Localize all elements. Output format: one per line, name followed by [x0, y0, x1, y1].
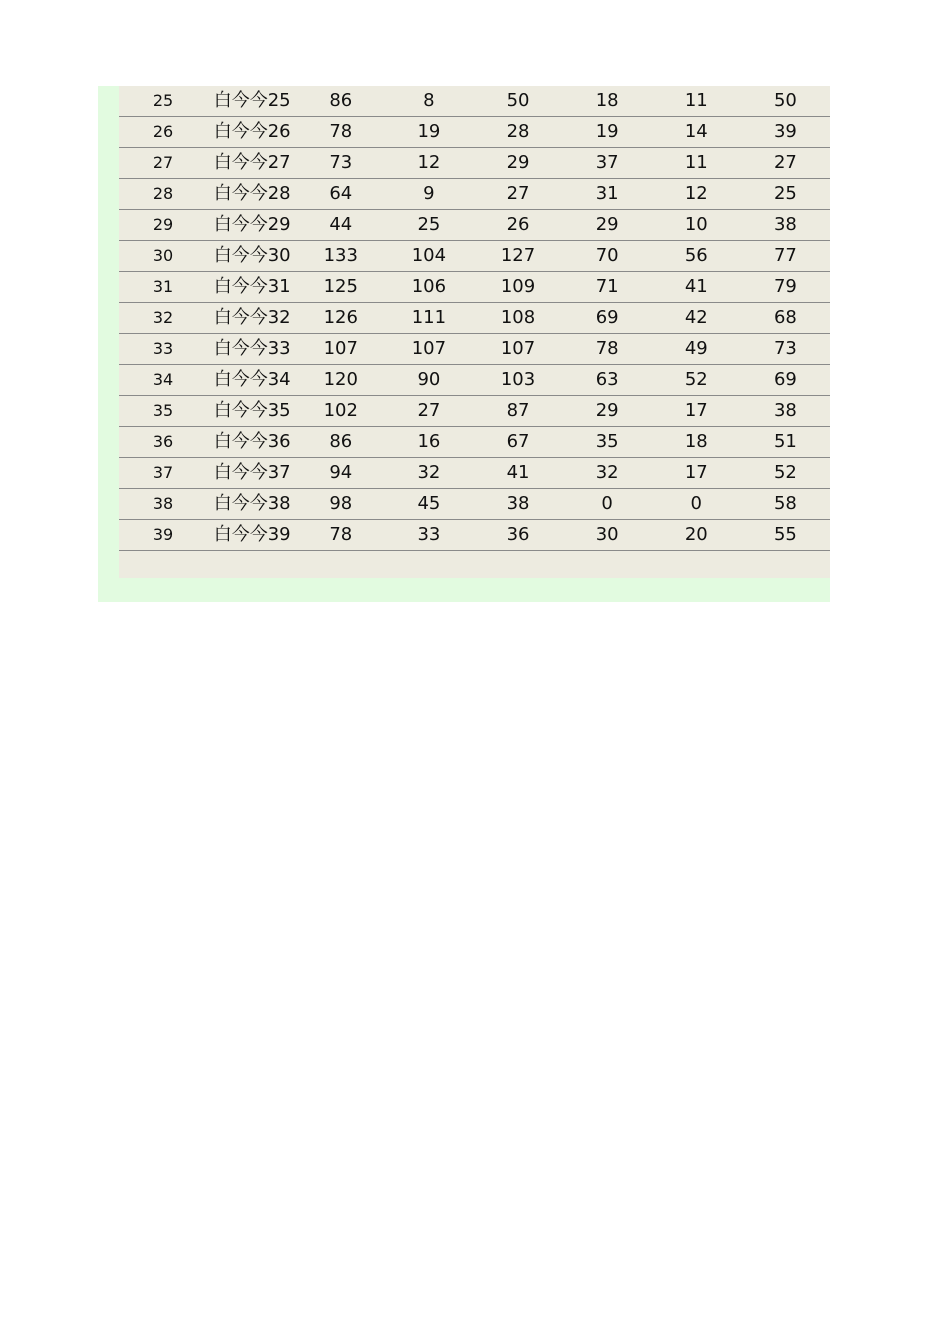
cell-no: 30 [119, 241, 207, 272]
cell-v4: 29 [563, 396, 652, 427]
sheet-frame [98, 86, 830, 602]
cell-v2: 33 [384, 520, 473, 551]
cell-v5: 11 [652, 86, 741, 117]
cell-v2: 8 [384, 86, 473, 117]
table-row [119, 210, 830, 241]
table-row [119, 396, 830, 427]
cell-v4: 30 [563, 520, 652, 551]
cell-v5: 12 [652, 179, 741, 210]
table-row [119, 520, 830, 551]
cell-v2: 19 [384, 117, 473, 148]
cell-v5: 52 [652, 365, 741, 396]
cell-no: 29 [119, 210, 207, 241]
cell-v6: 68 [741, 303, 830, 334]
table-area [119, 86, 830, 578]
cell-v1: 44 [297, 210, 384, 241]
cell-v5: 17 [652, 396, 741, 427]
cell-name: 白今今26 [207, 117, 297, 148]
cell-v5: 14 [652, 117, 741, 148]
cell-v2: 111 [384, 303, 473, 334]
cell-v1: 73 [297, 148, 384, 179]
cell-no: 33 [119, 334, 207, 365]
cell-v2: 107 [384, 334, 473, 365]
cell-v2: 16 [384, 427, 473, 458]
cell-v3: 26 [473, 210, 562, 241]
cell-no: 36 [119, 427, 207, 458]
cell-name: 白今今38 [207, 489, 297, 520]
cell-v1: 86 [297, 427, 384, 458]
cell-v3: 127 [473, 241, 562, 272]
cell-v4: 37 [563, 148, 652, 179]
cell-v5: 18 [652, 427, 741, 458]
cell-v4: 18 [563, 86, 652, 117]
cell-v1: 64 [297, 179, 384, 210]
cell-v6: 25 [741, 179, 830, 210]
cell-v5: 41 [652, 272, 741, 303]
cell-v1: 120 [297, 365, 384, 396]
cell-v1: 102 [297, 396, 384, 427]
cell-v2: 27 [384, 396, 473, 427]
cell-no: 27 [119, 148, 207, 179]
table-row [119, 179, 830, 210]
cell-v1: 125 [297, 272, 384, 303]
cell-v6: 69 [741, 365, 830, 396]
cell-name: 白今今33 [207, 334, 297, 365]
cell-name: 白今今25 [207, 86, 297, 117]
cell-v2: 12 [384, 148, 473, 179]
table-row [119, 148, 830, 179]
cell-no: 38 [119, 489, 207, 520]
cell-v2: 106 [384, 272, 473, 303]
cell-v5: 11 [652, 148, 741, 179]
cell-v1: 78 [297, 520, 384, 551]
table-row [119, 427, 830, 458]
cell-v4: 35 [563, 427, 652, 458]
cell-v6: 50 [741, 86, 830, 117]
table-row [119, 489, 830, 520]
table-body [119, 86, 830, 551]
cell-name: 白今今29 [207, 210, 297, 241]
cell-v2: 32 [384, 458, 473, 489]
cell-name: 白今今27 [207, 148, 297, 179]
cell-v4: 0 [563, 489, 652, 520]
cell-v4: 70 [563, 241, 652, 272]
cell-v6: 58 [741, 489, 830, 520]
cell-v4: 19 [563, 117, 652, 148]
cell-name: 白今今37 [207, 458, 297, 489]
data-table [119, 86, 830, 551]
cell-v3: 109 [473, 272, 562, 303]
cell-no: 28 [119, 179, 207, 210]
cell-v4: 63 [563, 365, 652, 396]
cell-name: 白今今30 [207, 241, 297, 272]
cell-name: 白今今34 [207, 365, 297, 396]
cell-v4: 32 [563, 458, 652, 489]
cell-v1: 133 [297, 241, 384, 272]
cell-v3: 103 [473, 365, 562, 396]
cell-v3: 38 [473, 489, 562, 520]
table-row [119, 303, 830, 334]
cell-no: 32 [119, 303, 207, 334]
cell-no: 31 [119, 272, 207, 303]
cell-v6: 38 [741, 396, 830, 427]
cell-no: 39 [119, 520, 207, 551]
cell-v3: 50 [473, 86, 562, 117]
cell-no: 25 [119, 86, 207, 117]
table-row [119, 365, 830, 396]
cell-no: 26 [119, 117, 207, 148]
cell-no: 35 [119, 396, 207, 427]
cell-v6: 27 [741, 148, 830, 179]
cell-no: 34 [119, 365, 207, 396]
cell-v5: 49 [652, 334, 741, 365]
cell-v5: 0 [652, 489, 741, 520]
cell-v6: 39 [741, 117, 830, 148]
cell-v3: 41 [473, 458, 562, 489]
cell-v3: 29 [473, 148, 562, 179]
cell-v2: 45 [384, 489, 473, 520]
cell-v6: 38 [741, 210, 830, 241]
table-row [119, 117, 830, 148]
cell-v5: 10 [652, 210, 741, 241]
cell-v2: 104 [384, 241, 473, 272]
cell-v4: 78 [563, 334, 652, 365]
cell-v4: 69 [563, 303, 652, 334]
cell-v1: 126 [297, 303, 384, 334]
cell-v3: 28 [473, 117, 562, 148]
table-row [119, 241, 830, 272]
cell-v2: 9 [384, 179, 473, 210]
cell-v2: 90 [384, 365, 473, 396]
cell-name: 白今今28 [207, 179, 297, 210]
cell-v1: 78 [297, 117, 384, 148]
cell-v1: 86 [297, 86, 384, 117]
cell-v4: 31 [563, 179, 652, 210]
table-row [119, 334, 830, 365]
cell-v1: 107 [297, 334, 384, 365]
cell-no: 37 [119, 458, 207, 489]
cell-v3: 107 [473, 334, 562, 365]
table-row [119, 458, 830, 489]
table-row [119, 86, 830, 117]
cell-v4: 29 [563, 210, 652, 241]
table-row [119, 272, 830, 303]
cell-name: 白今今35 [207, 396, 297, 427]
cell-v4: 71 [563, 272, 652, 303]
cell-v3: 67 [473, 427, 562, 458]
cell-v6: 55 [741, 520, 830, 551]
cell-v5: 20 [652, 520, 741, 551]
cell-name: 白今今39 [207, 520, 297, 551]
cell-v6: 79 [741, 272, 830, 303]
cell-v5: 42 [652, 303, 741, 334]
cell-name: 白今今31 [207, 272, 297, 303]
cell-v6: 73 [741, 334, 830, 365]
cell-name: 白今今32 [207, 303, 297, 334]
cell-v5: 56 [652, 241, 741, 272]
cell-v3: 108 [473, 303, 562, 334]
cell-v1: 98 [297, 489, 384, 520]
cell-v3: 87 [473, 396, 562, 427]
cell-v3: 27 [473, 179, 562, 210]
cell-v6: 77 [741, 241, 830, 272]
cell-v6: 52 [741, 458, 830, 489]
cell-v6: 51 [741, 427, 830, 458]
cell-name: 白今今36 [207, 427, 297, 458]
cell-v2: 25 [384, 210, 473, 241]
cell-v5: 17 [652, 458, 741, 489]
cell-v1: 94 [297, 458, 384, 489]
cell-v3: 36 [473, 520, 562, 551]
